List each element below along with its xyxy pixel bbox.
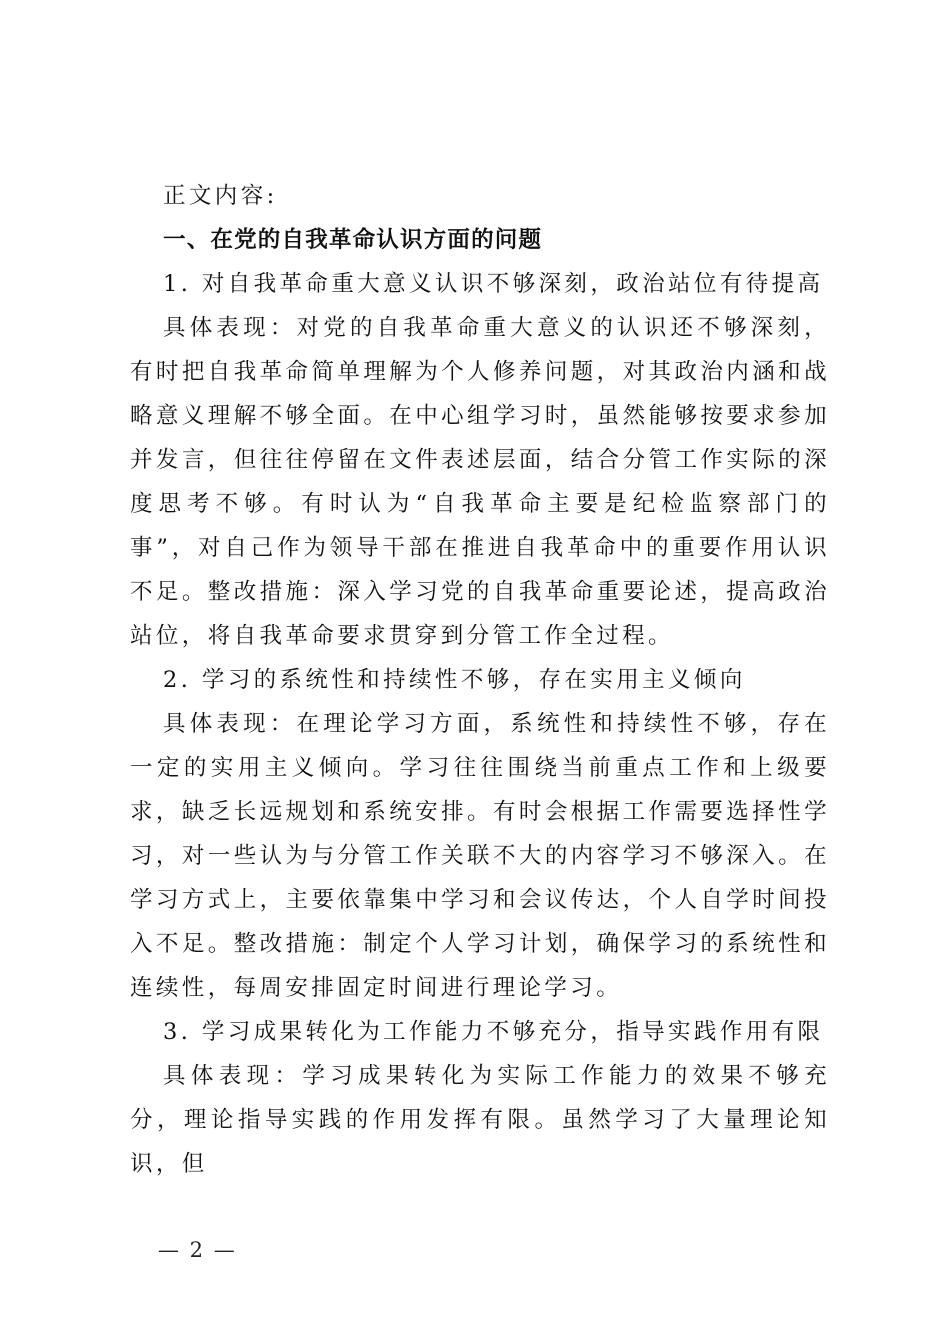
item-title-2: 2. 学习的系统性和持续性不够，存在实用主义倾向: [163, 667, 746, 693]
item-body-1: 具体表现：对党的自我革命重大意义的认识还不够深刻，有时把自我革命简单理解为个人修养问题，对其政治内涵和战略意义理解不够全面。在中心组学习时，虽然能够按要求参加并发言，但往往停留在文件表述层面，结合分管工作实际的深度思考不够。有时认为“自我革命主要是纪检监察部门的事”，对自己作为领导干部在推进自我革命中的重要作用认识不足。整改措施：深入学习党的自我革命重要论述，提高政治站位，将自我革命要求贯穿到分管工作全过程。: [130, 315, 830, 649]
document-body: [130, 174, 830, 1186]
item-title-3: 3. 学习成果转化为工作能力不够充分，指导实践作用有限: [163, 1019, 824, 1045]
item-body-2: 具体表现：在理论学习方面，系统性和持续性不够，存在一定的实用主义倾向。学习往往围绕当前重点工作和上级要求，缺乏长远规划和系统安排。有时会根据工作需要选择性学习，对一些认为与分管工作关联不大的内容学习不够深入。在学习方式上，主要依靠集中学习和会议传达，个人自学时间投入不足。整改措施：制定个人学习计划，确保学习的系统性和连续性，每周安排固定时间进行理论学习。: [130, 711, 830, 1001]
section-heading: 一、在党的自我革命认识方面的问题: [163, 227, 543, 253]
intro-label: 正文内容:: [163, 183, 278, 209]
item-title-1: 1. 对自我革命重大意义认识不够深刻，政治站位有待提高: [163, 271, 824, 297]
page-number: — 2 —: [158, 1238, 237, 1262]
item-body-3: 具体表现：学习成果转化为实际工作能力的效果不够充分，理论指导实践的作用发挥有限。虽然学习了大量理论知识，但: [130, 1063, 830, 1177]
